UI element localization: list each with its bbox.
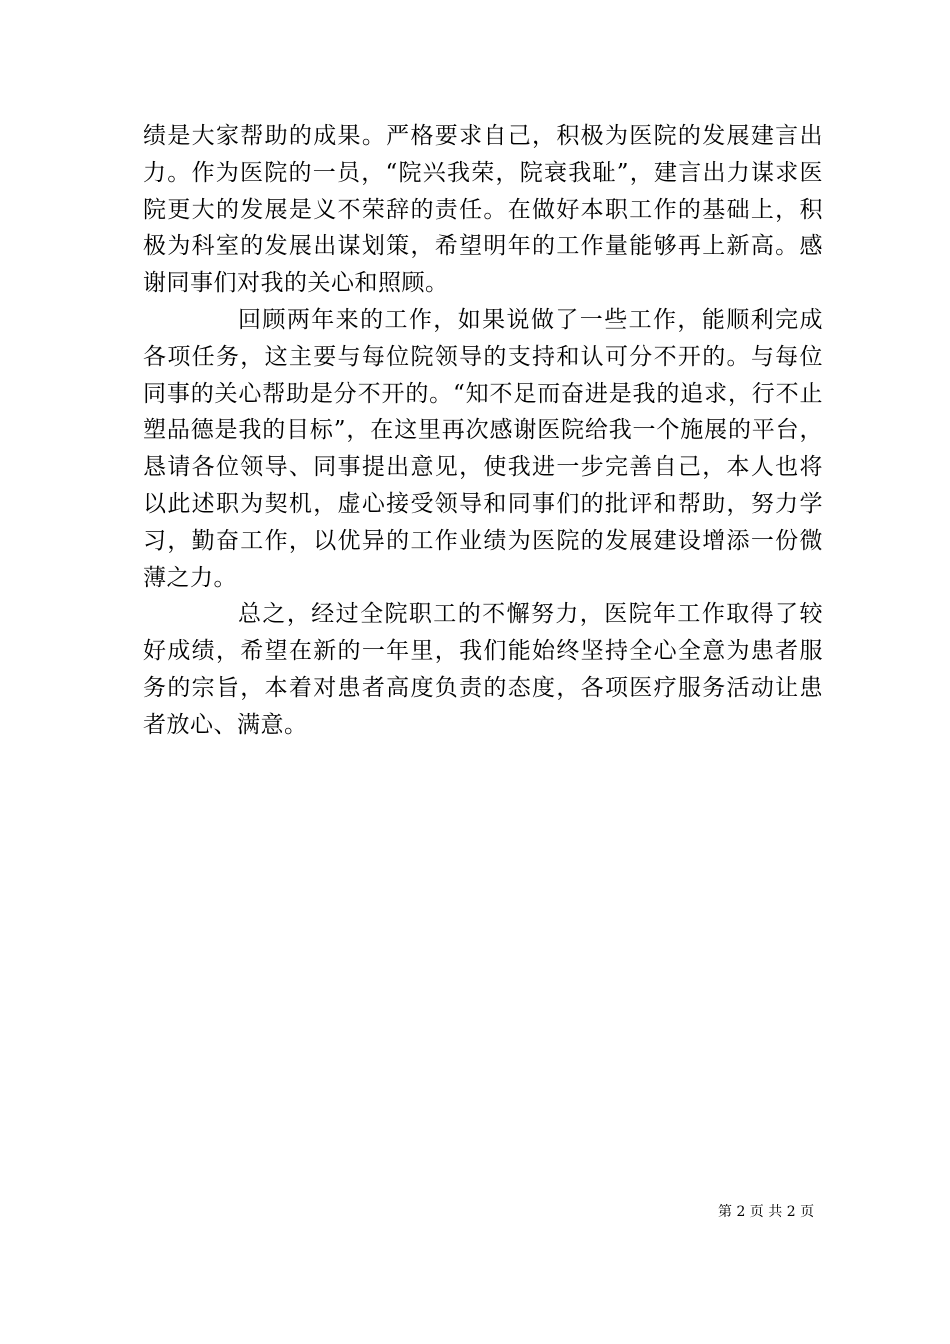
paragraph-3: 总之，经过全院职工的不懈努力，医院年工作取得了较好成绩，希望在新的一年里，我们能始终坚持全心全意为患者服务的宗旨，本着对患者高度负责的态度，各项医疗服务活动让患者放心、满意。 <box>143 601 823 738</box>
paragraph-2: 回顾两年来的工作，如果说做了一些工作，能顺利完成各项任务，这主要与每位院领导的支持和认可分不开的。与每位同事的关心帮助是分不开的。“知不足而奋进是我的追求，行不止塑品德是我的目标”，在这里再次感谢医院给我一个施展的平台，恳请各位领导、同事提出意见，使我进一步完善自己，本人也将以此述职为契机，虚心接受领导和同事们的批评和帮助，努力学习，勤奋工作，以优异的工作业绩为医院的发展建设增添一份微薄之力。 <box>143 306 823 591</box>
page-number-footer: 第 2 页 共 2 页 <box>718 1204 815 1220</box>
paragraph-1: 绩是大家帮助的成果。严格要求自己，积极为医院的发展建言出力。作为医院的一员，“院兴我荣，院衰我耻”，建言出力谋求医院更大的发展是义不荣辞的责任。在做好本职工作的基础上，积极为科室的发展出谋划策，希望明年的工作量能够再上新高。感谢同事们对我的关心和照顾。 <box>143 123 823 297</box>
document-body <box>143 118 823 744</box>
